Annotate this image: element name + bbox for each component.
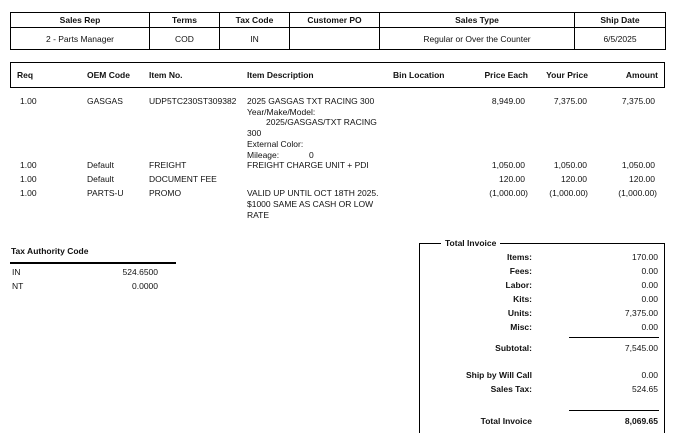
grand-total-value: 8,069.65 — [624, 416, 658, 426]
col-your-price: Your Price — [546, 70, 588, 80]
header-ship-date-label: Ship Date — [575, 13, 666, 28]
total-line-label: Misc: — [510, 322, 532, 332]
header-tax-code-value: IN — [220, 28, 290, 50]
row-price-each: 120.00 — [499, 174, 525, 184]
row-desc-line: Year/Make/Model: — [247, 107, 316, 117]
tax-code: IN — [12, 267, 21, 277]
header-tax-code-label: Tax Code — [220, 13, 290, 28]
row-req: 1.00 — [20, 160, 37, 170]
subtotal-divider — [569, 337, 659, 338]
row-price-each: 1,050.00 — [491, 160, 525, 170]
row-item-no: FREIGHT — [149, 160, 187, 170]
col-amount: Amount — [625, 70, 658, 80]
row-item-no: PROMO — [149, 188, 182, 198]
row-item-no: UDP5TC230ST309382 — [149, 96, 237, 106]
subtotal-value: 7,545.00 — [624, 343, 658, 353]
row-amount: 1,050.00 — [621, 160, 655, 170]
tax-code: NT — [12, 281, 24, 291]
subtotal-label: Subtotal: — [495, 343, 532, 353]
row-amount: 7,375.00 — [621, 96, 655, 106]
row-oem: GASGAS — [87, 96, 123, 106]
row-desc-line: 0 — [309, 150, 314, 160]
col-req: Req — [17, 70, 34, 80]
total-divider — [569, 410, 659, 411]
invoice-header-table — [10, 12, 666, 50]
header-ship-date-value: 6/5/2025 — [575, 28, 666, 50]
col-price-each: Price Each — [484, 70, 528, 80]
total-invoice-title: Total Invoice — [441, 238, 500, 248]
ship-by-label: Ship by Will Call — [465, 370, 532, 380]
row-desc-line: RATE — [247, 210, 270, 220]
grand-total-label: Total Invoice — [480, 416, 532, 426]
header-sales-rep-value: 2 - Parts Manager — [11, 28, 150, 50]
total-line-value: 0.00 — [641, 280, 658, 290]
row-amount: 120.00 — [629, 174, 655, 184]
header-terms-label: Terms — [150, 13, 220, 28]
total-line-label: Units: — [507, 308, 532, 318]
row-req: 1.00 — [20, 96, 37, 106]
col-bin-location: Bin Location — [393, 70, 445, 80]
header-customer-po-label: Customer PO — [290, 13, 380, 28]
col-item-description: Item Description — [247, 70, 314, 80]
row-your-price: 1,050.00 — [553, 160, 587, 170]
row-price-each: 8,949.00 — [491, 96, 525, 106]
total-line-value: 0.00 — [641, 266, 658, 276]
header-terms-value: COD — [150, 28, 220, 50]
row-req: 1.00 — [20, 188, 37, 198]
total-line-label: Fees: — [509, 266, 532, 276]
total-line-label: Items: — [506, 252, 532, 262]
row-desc-line: External Color: — [247, 139, 304, 149]
header-sales-rep-label: Sales Rep — [11, 13, 150, 28]
row-desc-line: 2025/GASGAS/TXT RACING — [266, 117, 377, 127]
row-desc-line: $1000 SAME AS CASH OR LOW — [247, 199, 374, 209]
row-oem: Default — [87, 160, 114, 170]
total-line-value: 7,375.00 — [624, 308, 658, 318]
row-item-no: DOCUMENT FEE — [149, 174, 217, 184]
row-amount: (1,000.00) — [618, 188, 657, 198]
row-desc-line: 2025 GASGAS TXT RACING 300 — [247, 96, 375, 106]
row-desc-line: FREIGHT CHARGE UNIT + PDI — [247, 160, 369, 170]
sales-tax-label: Sales Tax: — [490, 384, 532, 394]
row-your-price: (1,000.00) — [549, 188, 588, 198]
row-desc-line: 300 — [247, 128, 262, 138]
row-your-price: 7,375.00 — [553, 96, 587, 106]
tax-amount: 524.6500 — [122, 267, 158, 277]
tax-authority-divider — [10, 262, 176, 264]
total-line-value: 170.00 — [632, 252, 658, 262]
row-desc-line: VALID UP UNTIL OCT 18TH 2025. — [247, 188, 379, 198]
tax-authority-title: Tax Authority Code — [11, 246, 89, 256]
total-line-value: 0.00 — [641, 322, 658, 332]
row-desc-line: Mileage: — [247, 150, 280, 160]
sales-tax-value: 524.65 — [632, 384, 658, 394]
col-item-no: Item No. — [149, 70, 183, 80]
total-line-label: Kits: — [513, 294, 532, 304]
total-line-value: 0.00 — [641, 294, 658, 304]
row-your-price: 120.00 — [561, 174, 587, 184]
row-oem: PARTS-U — [87, 188, 124, 198]
row-req: 1.00 — [20, 174, 37, 184]
header-sales-type-value: Regular or Over the Counter — [380, 28, 575, 50]
row-oem: Default — [87, 174, 114, 184]
col-oem-code: OEM Code — [87, 70, 130, 80]
header-customer-po-value — [290, 28, 380, 50]
ship-by-value: 0.00 — [641, 370, 658, 380]
row-price-each: (1,000.00) — [489, 188, 528, 198]
tax-amount: 0.0000 — [132, 281, 158, 291]
header-sales-type-label: Sales Type — [380, 13, 575, 28]
total-line-label: Labor: — [505, 280, 532, 290]
